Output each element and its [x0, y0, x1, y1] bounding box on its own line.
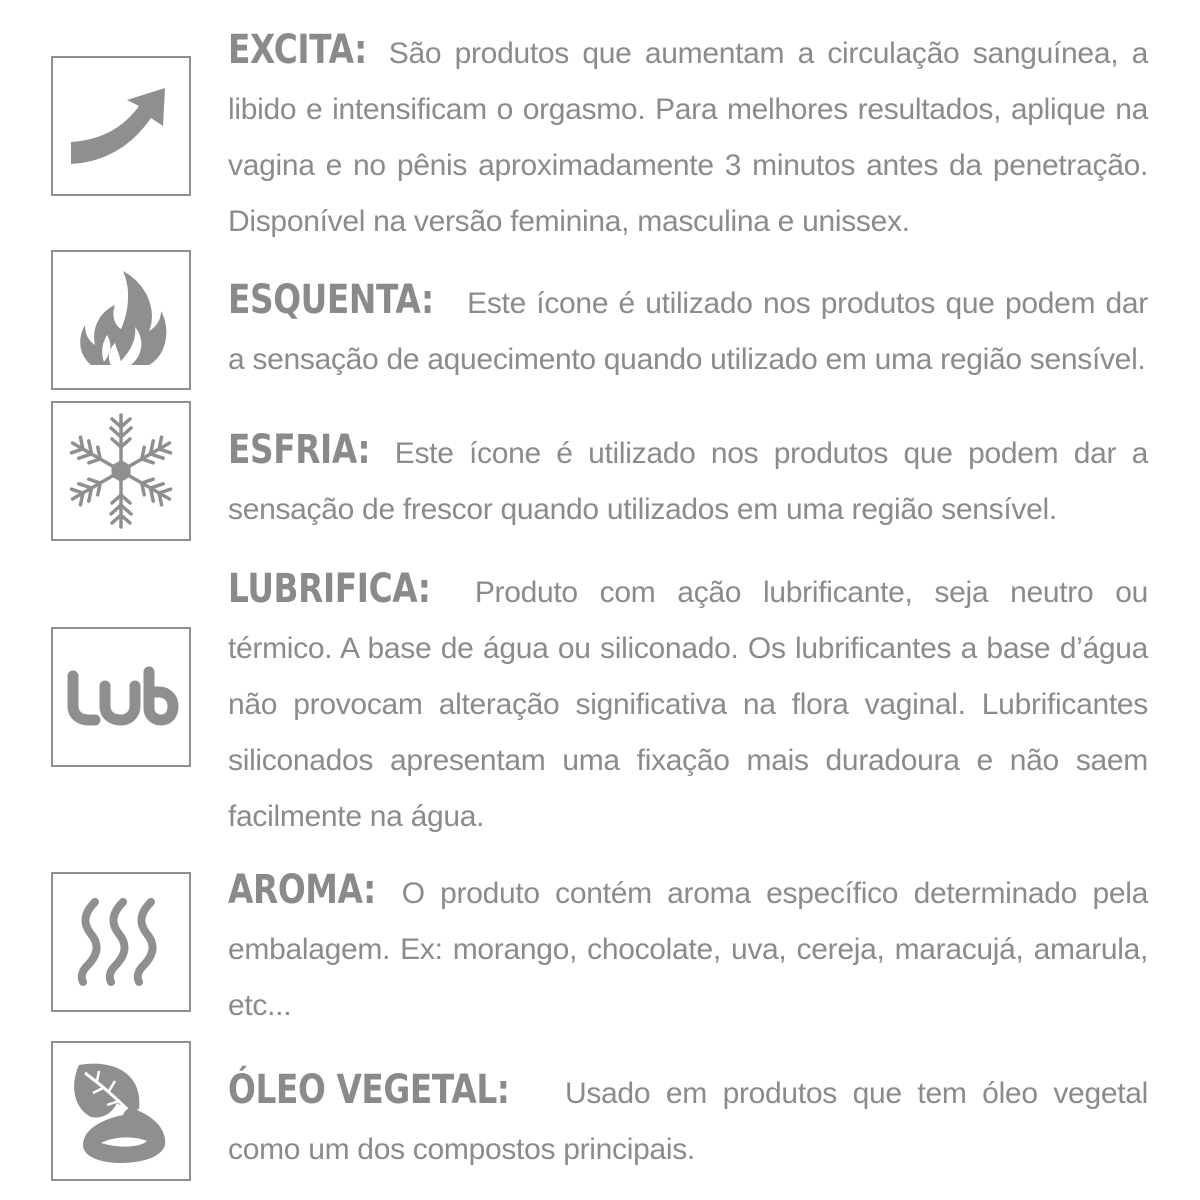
- entry-lubrifica: [228, 561, 1148, 845]
- entry-title: ESQUENTA:: [228, 277, 434, 323]
- entry-text: Usado em produtos que tem óleo vegetal como um dos compostos principais.: [228, 1077, 1148, 1166]
- entry-esfria: [228, 422, 1148, 538]
- entry-text: Este ícone é utilizado nos produtos que podem dar a sensação de aquecimento quando utilizado em uma região sensível.: [228, 287, 1148, 376]
- entry-excita: [228, 22, 1148, 250]
- entry-esquenta: [228, 272, 1148, 388]
- entry-title: ÓLEO VEGETAL:: [228, 1067, 510, 1113]
- entry-title: AROMA:: [228, 867, 376, 913]
- aroma-icon-box: [51, 872, 191, 1012]
- excita-icon-box: [51, 56, 191, 196]
- entry-aroma: [228, 862, 1148, 1034]
- arrow-up-right-icon: [61, 76, 181, 176]
- flame-icon: [71, 265, 171, 375]
- entry-title: ESFRIA:: [228, 427, 371, 473]
- esquenta-icon-box: [51, 250, 191, 390]
- entry-title: EXCITA:: [228, 27, 367, 73]
- snowflake-icon: [59, 409, 183, 533]
- esfria-icon-box: [51, 401, 191, 541]
- entry-text: São produtos que aumentam a circulação sanguínea, a libido e intensificam o orgasmo. Para melhores resultados, aplique na vagina e no pênis aproximadamente 3 minutos antes da penetração. Disponível na versão feminina, masculina e unissex.: [228, 37, 1148, 238]
- entry-title: LUBRIFICA:: [228, 566, 431, 612]
- entry-text: Este ícone é utilizado nos produtos que podem dar a sensação de frescor quando utilizados em uma região sensível.: [228, 437, 1148, 526]
- entry-oleo-vegetal: [228, 1062, 1148, 1178]
- lub-icon: [61, 662, 181, 732]
- aroma-waves-icon: [71, 892, 171, 992]
- oleo-vegetal-icon-box: [51, 1041, 191, 1181]
- leaf-drop-icon: [61, 1051, 181, 1171]
- lubrifica-icon-box: [51, 627, 191, 767]
- entry-text: Produto com ação lubrificante, seja neutro ou térmico. A base de água ou siliconado. Os lubrificantes a base d’água não provocam alteração significativa na flora vaginal. Lubrificantes siliconados apresentam uma fixação mais duradoura e não saem facilmente na água.: [228, 576, 1148, 833]
- entry-text: O produto contém aroma específico determinado pela embalagem. Ex: morango, chocolate, uva, cereja, maracujá, amarula, etc...: [228, 877, 1148, 1022]
